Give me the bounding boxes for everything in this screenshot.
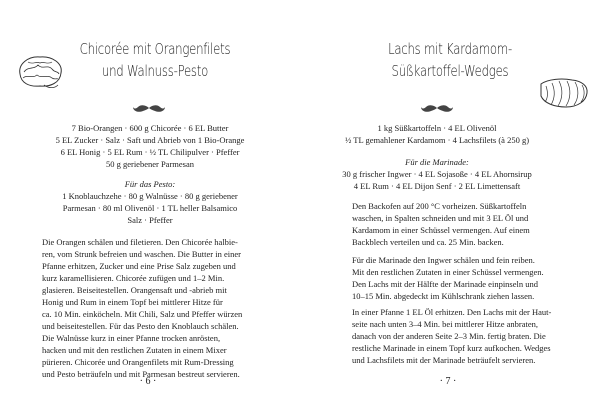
instruction-line: und beiseitestellen. Für das Pesto den Knoblauch schälen. xyxy=(42,321,239,331)
title-line: und Walnuss-Pesto xyxy=(101,62,209,80)
ingredients-list xyxy=(0,122,300,170)
ingredient-line: 5 EL Zucker · Salz · Saft und Abrieb von 1 Bio-Orange xyxy=(55,135,245,145)
title-line: Süßkartoffel-Wedges xyxy=(391,62,509,80)
instruction-line: kurz karamellisieren. Chicorée zufügen und 1–2 Min. xyxy=(42,273,225,283)
instruction-line: glasieren. Beiseitestellen. Orangensaft und -abrieb mit xyxy=(42,285,227,295)
recipe-title-left xyxy=(65,38,244,82)
salmon-fillet-icon xyxy=(538,76,590,110)
mustache-divider-icon xyxy=(420,104,454,114)
instruction-line: und Pesto beträufeln und mit Parmesan bestreut servieren. xyxy=(42,369,240,379)
marinade-ingredients xyxy=(300,156,574,192)
instructions-left xyxy=(42,236,242,380)
title-line: Chicorée mit Orangenfilets xyxy=(79,40,231,58)
ingredients-list xyxy=(300,122,574,146)
ingredient-line: 4 EL Rum · 4 EL Dijon Senf · 2 EL Limettensaft xyxy=(353,181,521,191)
instructions-paragraph-3 xyxy=(352,306,551,366)
instruction-line: Honig und Rum in einem Topf bei mittlerer Hitze für xyxy=(42,297,223,307)
walnut-icon xyxy=(14,52,66,90)
mustache-divider-icon xyxy=(132,104,166,114)
ingredient-line: 7 Bio-Orangen · 600 g Chicorée · 6 EL Butter xyxy=(71,123,229,133)
instruction-line: In einer Pfanne 1 EL Öl erhitzen. Den Lachs mit der Haut- xyxy=(352,307,552,317)
instruction-line: ca. 10 Min. einköcheln. Mit Chili, Salz und Pfeffer würzen xyxy=(42,309,243,319)
instruction-line: hacken und mit den restlichen Zutaten in einem Mixer xyxy=(42,345,227,355)
ingredient-line: 1 kg Süßkartoffeln · 4 EL Olivenöl xyxy=(377,123,497,133)
title-line: Lachs mit Kardamom- xyxy=(388,40,512,58)
recipe-title-right xyxy=(356,38,543,82)
pesto-ingredients xyxy=(0,178,300,226)
instruction-line: danach von der anderen Seite 2–3 Min. fertig braten. Die xyxy=(352,331,546,341)
page-number: · 7 · xyxy=(439,376,457,387)
instruction-line: Kardamom in einer Schüssel vermengen. Auf einem xyxy=(352,225,530,235)
instruction-line: pürieren. Chicorée und Orangenfilets mit Rum-Dressing xyxy=(42,357,234,367)
ingredient-line: 50 g geriebener Parmesan xyxy=(105,159,195,169)
instruction-line: ren, vom Strunk befreien und waschen. Die Butter in einer xyxy=(42,249,241,259)
instructions-paragraph-1 xyxy=(352,200,530,248)
instruction-line: Backblech verteilen und ca. 25 Min. backen. xyxy=(352,237,504,247)
instruction-line: seite nach unten 3–4 Min. bei mittlerer Hitze anbraten, xyxy=(352,319,538,329)
instruction-line: Die Orangen schälen und filetieren. Den Chicorée halbie- xyxy=(42,237,238,247)
ingredient-line: Salz · Pfeffer xyxy=(127,215,173,225)
instructions-paragraph-2 xyxy=(352,254,544,302)
ingredient-line: Parmesan · 80 ml Olivenöl · 1 TL heller Balsamico xyxy=(62,203,238,213)
page-right xyxy=(300,0,600,418)
marinade-label: Für die Marinade: xyxy=(405,157,469,167)
instruction-line: restliche Marinade in einem Topf kurz aufkochen. Wedges xyxy=(352,343,551,353)
ingredient-line: ½ TL gemahlener Kardamom · 4 Lachsfilets (à 250 g) xyxy=(344,135,530,145)
ingredient-line: 1 Knoblauchzehe · 80 g Walnüsse · 80 g geriebener xyxy=(62,191,238,201)
ingredient-line: 30 g frischer Ingwer · 4 EL Sojasoße · 4 EL Ahornsirup xyxy=(342,169,532,179)
instruction-line: 10–15 Min. abgedeckt im Kühlschrank ziehen lassen. xyxy=(352,291,535,301)
pesto-label: Für das Pesto: xyxy=(124,179,176,189)
instruction-line: Pfanne erhitzen, Zucker und eine Prise Salz zugeben und xyxy=(42,261,236,271)
instruction-line: und Lachsfilets mit der Marinade beträufelt servieren. xyxy=(352,355,536,365)
instruction-line: Für die Marinade den Ingwer schälen und fein reiben. xyxy=(352,255,535,265)
instruction-line: Mit den restlichen Zutaten in einer Schüssel vermengen. xyxy=(352,267,544,277)
instruction-line: waschen, in Spalten schneiden und mit 3 EL Öl und xyxy=(352,213,529,223)
instruction-line: Den Backofen auf 200 °C vorheizen. Süßkartoffeln xyxy=(352,201,527,211)
ingredient-line: 6 EL Honig · 5 EL Rum · ½ TL Chilipulver · Pfeffer xyxy=(60,147,240,157)
instruction-line: Die Walnüsse kurz in einer Pfanne trocken anrösten, xyxy=(42,333,221,343)
instruction-line: Den Lachs mit der Hälfte der Marinade einpinseln und xyxy=(352,279,538,289)
page-number: · 6 · xyxy=(139,376,157,387)
